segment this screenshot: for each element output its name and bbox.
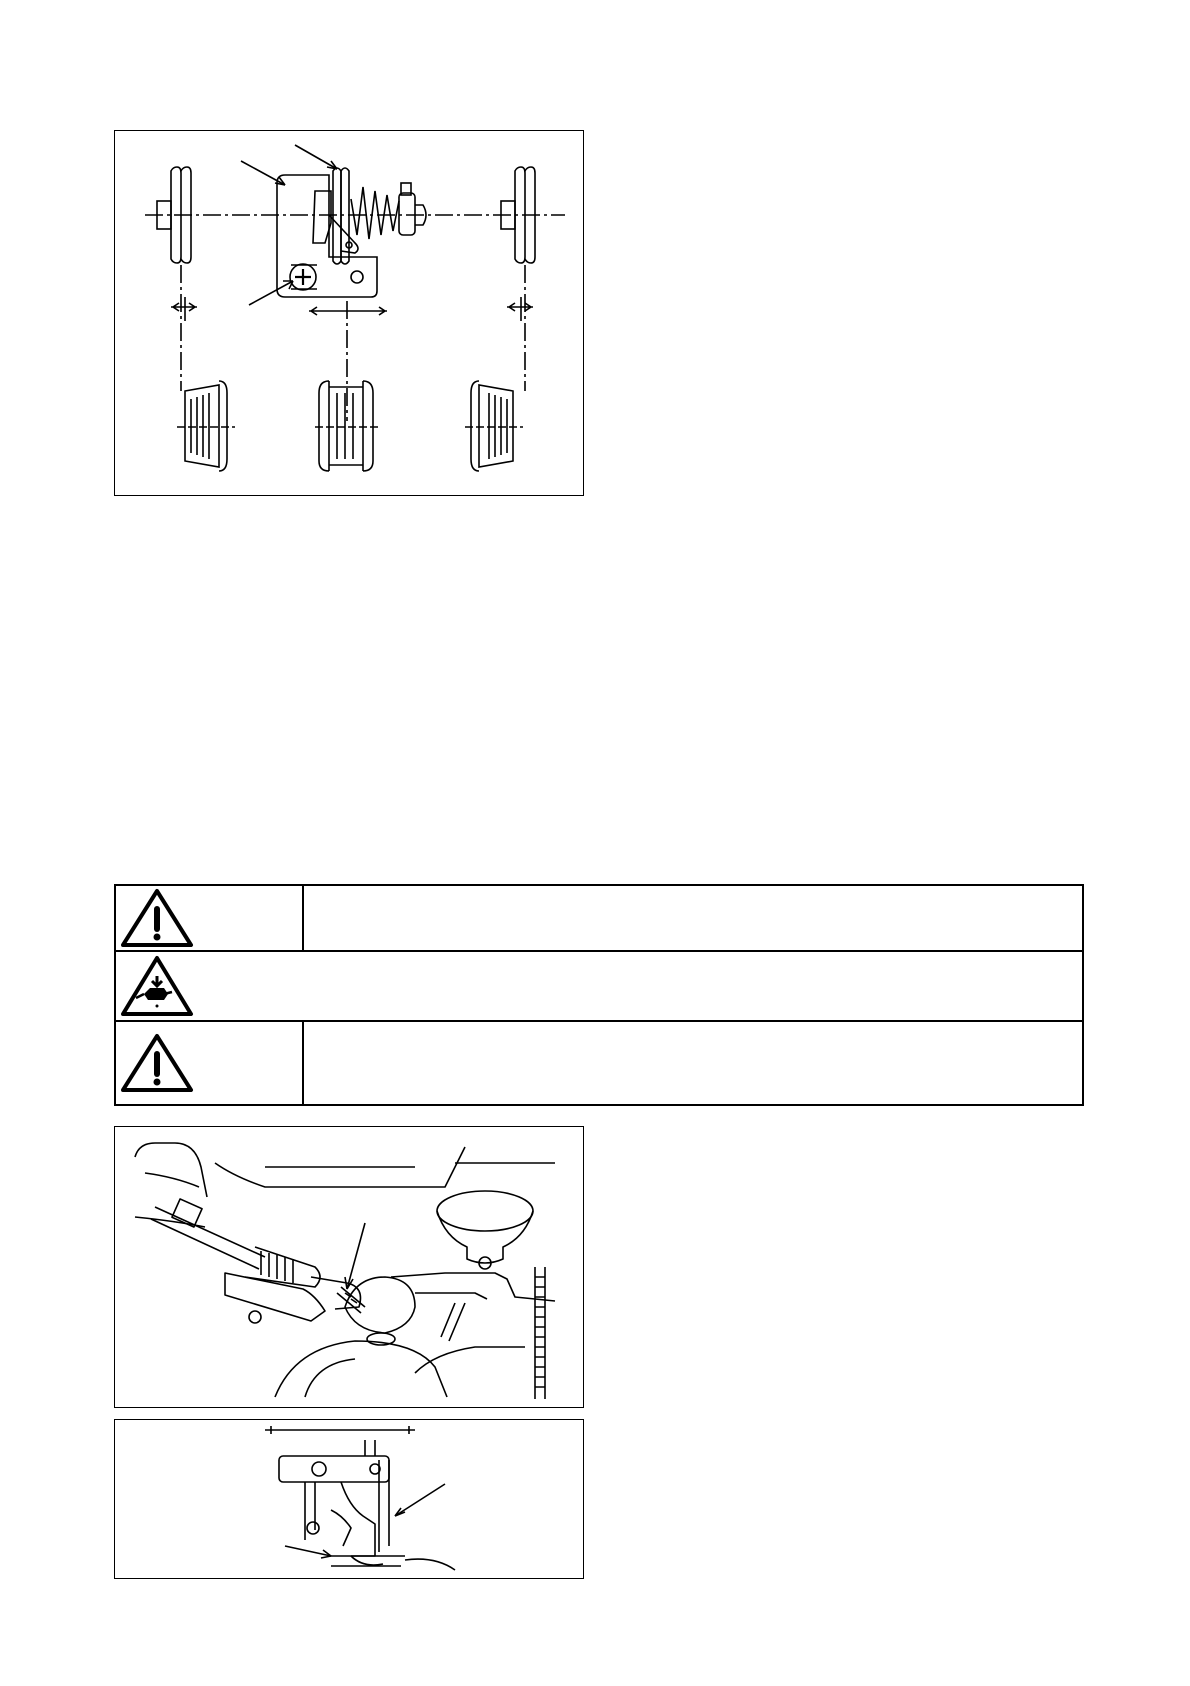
warning-text bbox=[316, 886, 1072, 950]
warning-triangle-icon bbox=[116, 1022, 304, 1104]
shaft-icon bbox=[151, 1199, 320, 1287]
presser-foot-drawing bbox=[115, 1420, 583, 1578]
warning-row bbox=[116, 886, 1082, 952]
warning-row bbox=[116, 952, 1082, 1022]
linkage-figure bbox=[114, 1126, 584, 1408]
warning-text bbox=[226, 952, 1072, 1020]
cone-icon bbox=[437, 1191, 533, 1269]
safety-warning-table bbox=[114, 884, 1084, 1106]
presser-foot-icon bbox=[279, 1440, 405, 1566]
bobbin-right-icon bbox=[465, 381, 523, 471]
bobbin-left-icon bbox=[177, 381, 235, 471]
warning-text bbox=[316, 1022, 1072, 1104]
spring-icon bbox=[535, 1267, 545, 1399]
warning-row bbox=[116, 1022, 1082, 1104]
bobbin-winder-drawing bbox=[115, 131, 583, 495]
screw-icon bbox=[290, 264, 317, 290]
presser-foot-figure bbox=[114, 1419, 584, 1579]
linkage-drawing bbox=[115, 1127, 583, 1407]
bobbin-winder-figure bbox=[114, 130, 584, 496]
warning-triangle-icon bbox=[116, 886, 304, 950]
